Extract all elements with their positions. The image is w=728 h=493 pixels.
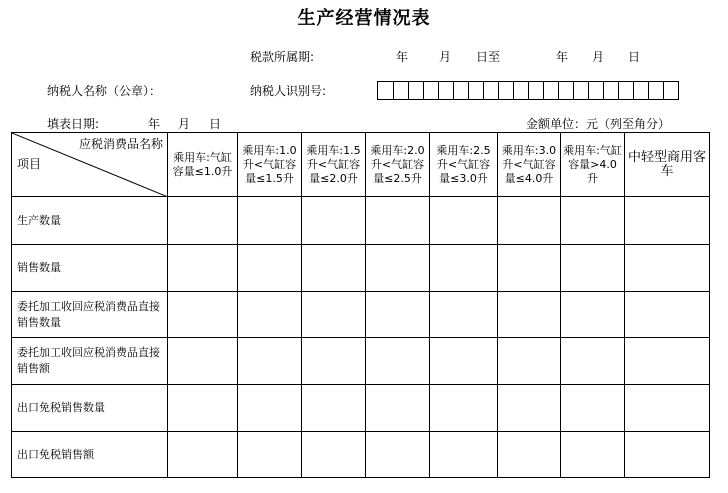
data-cell[interactable] (168, 197, 238, 245)
taxpayer-id-box[interactable] (408, 82, 423, 99)
tax-period-month: 月 (439, 50, 452, 64)
data-cell[interactable] (561, 197, 625, 245)
data-cell[interactable] (430, 338, 498, 385)
column-header: 乘用车:2.0升<气缸容量≤2.5升 (366, 133, 430, 197)
taxpayer-name-label: 纳税人名称（公章）： (47, 84, 162, 98)
row-label: 销售数量 (12, 245, 168, 292)
data-cell[interactable] (625, 245, 710, 292)
data-cell[interactable] (302, 197, 366, 245)
taxpayer-id-box[interactable] (483, 82, 498, 99)
taxpayer-id-box[interactable] (393, 82, 408, 99)
row-label: 出口免税销售数量 (12, 385, 168, 432)
tax-period-year2: 年 (556, 50, 569, 64)
taxpayer-id-box[interactable] (543, 82, 558, 99)
tax-period-year: 年 (396, 50, 409, 64)
data-cell[interactable] (498, 432, 561, 478)
data-cell[interactable] (302, 292, 366, 338)
taxpayer-id-box[interactable] (453, 82, 468, 99)
taxpayer-id-box[interactable] (648, 82, 663, 99)
taxpayer-id-box[interactable] (603, 82, 618, 99)
column-header: 乘用车:气缸容量>4.0升 (561, 133, 625, 197)
data-cell[interactable] (498, 338, 561, 385)
column-header: 乘用车:3.0升<气缸容量≤4.0升 (498, 133, 561, 197)
fill-date-label: 填表日期: (47, 117, 100, 131)
row-label: 委托加工收回应税消费品直接销售额 (12, 338, 168, 385)
taxpayer-id-box[interactable] (528, 82, 543, 99)
data-cell[interactable] (302, 385, 366, 432)
data-cell[interactable] (366, 292, 430, 338)
data-cell[interactable] (366, 432, 430, 478)
data-cell[interactable] (498, 245, 561, 292)
data-cell[interactable] (498, 385, 561, 432)
taxpayer-id-box[interactable] (438, 82, 453, 99)
data-cell[interactable] (238, 292, 302, 338)
corner-product-label: 应税消费品名称 (78, 137, 163, 151)
data-cell[interactable] (168, 245, 238, 292)
data-cell[interactable] (625, 197, 710, 245)
data-cell[interactable] (238, 338, 302, 385)
data-cell[interactable] (168, 432, 238, 478)
tax-period-day2: 日 (628, 50, 641, 64)
table-row (12, 197, 710, 245)
taxpayer-id-box[interactable] (423, 82, 438, 99)
taxpayer-id-boxes[interactable] (377, 81, 679, 100)
production-operation-table (11, 132, 710, 478)
fill-date-year: 年 (148, 117, 161, 131)
data-cell[interactable] (302, 432, 366, 478)
data-cell[interactable] (625, 292, 710, 338)
data-cell[interactable] (498, 197, 561, 245)
taxpayer-id-box[interactable] (573, 82, 588, 99)
row-label: 出口免税销售额 (12, 432, 168, 478)
data-cell[interactable] (625, 385, 710, 432)
row-label: 委托加工收回应税消费品直接销售数量 (12, 292, 168, 338)
data-cell[interactable] (302, 338, 366, 385)
taxpayer-id-box[interactable] (633, 82, 648, 99)
column-header: 乘用车:2.5升<气缸容量≤3.0升 (430, 133, 498, 197)
column-header: 乘用车:气缸容量≤1.0升 (168, 133, 238, 197)
data-cell[interactable] (238, 432, 302, 478)
form-title: 生产经营情况表 (297, 8, 431, 29)
taxpayer-id-box[interactable] (498, 82, 513, 99)
taxpayer-id-label: 纳税人识别号: (250, 84, 327, 98)
data-cell[interactable] (430, 292, 498, 338)
data-cell[interactable] (238, 385, 302, 432)
table-corner-cell (12, 133, 168, 197)
taxpayer-id-box[interactable] (513, 82, 528, 99)
table-row (12, 432, 710, 478)
corner-item-label: 项目 (17, 157, 42, 171)
data-cell[interactable] (238, 245, 302, 292)
data-cell[interactable] (366, 338, 430, 385)
tax-period-label: 税款所属期: (250, 50, 315, 64)
data-cell[interactable] (366, 245, 430, 292)
data-cell[interactable] (238, 197, 302, 245)
amount-unit: 金额单位：元（列至角分） (526, 117, 671, 131)
data-cell[interactable] (561, 338, 625, 385)
data-cell[interactable] (430, 197, 498, 245)
data-cell[interactable] (561, 385, 625, 432)
tax-period-day-to: 日至 (476, 50, 501, 64)
data-cell[interactable] (430, 385, 498, 432)
data-cell[interactable] (430, 432, 498, 478)
column-header: 中轻型商用客车 (625, 133, 710, 197)
data-cell[interactable] (625, 432, 710, 478)
data-cell[interactable] (561, 245, 625, 292)
taxpayer-id-box[interactable] (558, 82, 573, 99)
fill-date-day: 日 (209, 117, 222, 131)
data-cell[interactable] (561, 432, 625, 478)
table-row (12, 245, 710, 292)
column-header: 乘用车:1.0升<气缸容量≤1.5升 (238, 133, 302, 197)
row-label: 生产数量 (12, 197, 168, 245)
table-row (12, 292, 710, 338)
data-cell[interactable] (168, 385, 238, 432)
taxpayer-id-box[interactable] (468, 82, 483, 99)
data-cell[interactable] (366, 197, 430, 245)
table-row (12, 385, 710, 432)
table-row (12, 338, 710, 385)
data-cell[interactable] (168, 338, 238, 385)
data-cell[interactable] (366, 385, 430, 432)
taxpayer-id-box[interactable] (663, 82, 678, 99)
fill-date-month: 月 (178, 117, 191, 131)
tax-period-month2: 月 (592, 50, 605, 64)
column-header: 乘用车:1.5升<气缸容量≤2.0升 (302, 133, 366, 197)
taxpayer-id-box[interactable] (618, 82, 633, 99)
data-cell[interactable] (498, 292, 561, 338)
data-cell[interactable] (561, 292, 625, 338)
data-cell[interactable] (430, 245, 498, 292)
taxpayer-id-box[interactable] (588, 82, 603, 99)
data-cell[interactable] (302, 245, 366, 292)
data-cell[interactable] (168, 292, 238, 338)
taxpayer-id-box[interactable] (378, 82, 393, 99)
data-cell[interactable] (625, 338, 710, 385)
